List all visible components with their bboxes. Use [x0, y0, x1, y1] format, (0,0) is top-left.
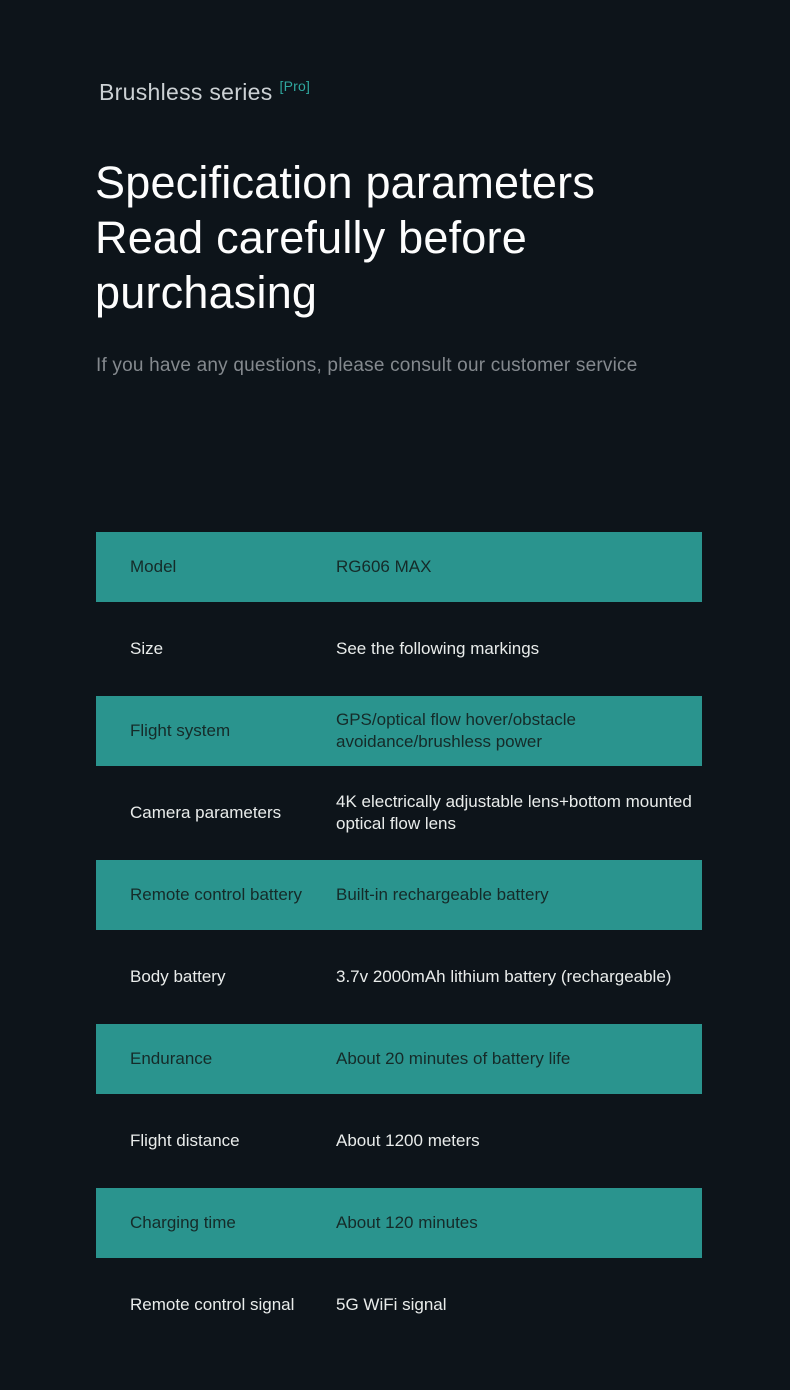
- spec-value: 5G WiFi signal: [336, 1295, 447, 1314]
- spec-value: See the following markings: [336, 639, 540, 658]
- spec-row-remote-control-signal: [96, 1264, 702, 1346]
- spec-value: About 120 minutes: [336, 1213, 478, 1232]
- spec-row-endurance: [96, 1024, 702, 1094]
- spec-label: Remote control battery: [130, 885, 302, 904]
- spec-label: Charging time: [130, 1213, 236, 1232]
- brand-pro-badge: [Pro]: [279, 78, 311, 94]
- spec-value: RG606 MAX: [336, 557, 432, 576]
- spec-value: GPS/optical flow hover/obstacle avoidance/brushless power: [336, 710, 577, 751]
- spec-value: Built-in rechargeable battery: [336, 885, 549, 904]
- page-title-line-2: Read carefully before: [95, 212, 527, 263]
- spec-row-remote-control-battery: [96, 860, 702, 930]
- spec-value: About 20 minutes of battery life: [336, 1049, 571, 1068]
- spec-label: Model: [130, 557, 177, 576]
- spec-label: Remote control signal: [130, 1295, 295, 1314]
- spec-row-size: [96, 608, 702, 690]
- page-title-line-1: Specification parameters: [95, 157, 596, 208]
- spec-row-flight-system: [96, 696, 702, 766]
- spec-label: Body battery: [130, 967, 226, 986]
- spec-row-charging-time: [96, 1188, 702, 1258]
- spec-row-flight-distance: [96, 1100, 702, 1182]
- brand-line: [99, 79, 310, 106]
- spec-value: 3.7v 2000mAh lithium battery (rechargeable): [336, 967, 672, 986]
- brand-text: Brushless series: [99, 79, 273, 105]
- spec-value: About 1200 meters: [336, 1131, 480, 1150]
- spec-label: Size: [130, 639, 164, 658]
- spec-row-camera-parameters: [96, 772, 702, 854]
- spec-label: Camera parameters: [130, 803, 282, 822]
- spec-label: Flight distance: [130, 1131, 240, 1150]
- spec-row-body-battery: [96, 936, 702, 1018]
- page-subtitle: If you have any questions, please consult our customer service: [96, 355, 638, 376]
- spec-value: 4K electrically adjustable lens+bottom mounted optical flow lens: [336, 792, 692, 833]
- spec-table: [96, 526, 702, 1346]
- page-title-line-3: purchasing: [95, 267, 318, 318]
- spec-row-model: [96, 532, 702, 602]
- spec-label: Flight system: [130, 721, 231, 740]
- page-title: [95, 155, 595, 320]
- spec-label: Endurance: [130, 1049, 213, 1068]
